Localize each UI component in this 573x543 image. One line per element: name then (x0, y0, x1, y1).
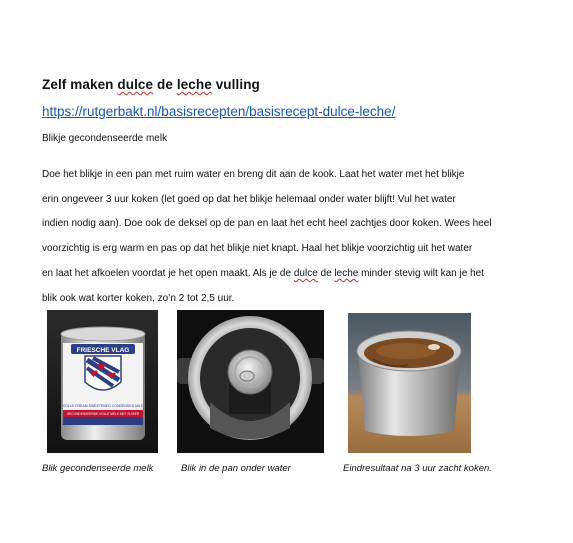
caption-pan: Blik in de pan onder water (181, 463, 291, 474)
paragraph-line: Doe het blikje in een pan met ruim water en breng dit aan de kook. Laat het water met het blikje (42, 169, 465, 180)
can-band-text: GECONDENSEERDE VOLLE MELK MET SUIKER (66, 412, 140, 416)
can-product-text: VOLLE CREAM SWEETENED CONDENSED MILK (62, 404, 144, 408)
paragraph-line: voorzichtig is erg warm en pas op dat het blikje niet knapt. Haal het blikje voorzichtig uit het water (42, 243, 473, 255)
can-brand-label: FRIESCHE VLAG (76, 347, 130, 354)
paragraph-line: blik ook wat korter koken, zo’n 2 tot 2,5 uur. (42, 292, 235, 304)
photo-condensed-milk-can (47, 310, 158, 453)
paragraph-line: erin ongeveer 3 uur koken (let goed op dat het blikje helemaal onder water blijft! Vul het water (42, 193, 456, 205)
photo-can-in-pan (177, 310, 324, 453)
section-subtitle: Blikje gecondenseerde melk (42, 133, 168, 144)
instructions-paragraph (42, 163, 532, 311)
paragraph-line: indien nodig aan). Doe ook de deksel op de pan en laat het echt heel zachtjes door koken. Wees heel (42, 218, 492, 230)
document-title: Zelf maken dulce de leche vulling (42, 77, 260, 92)
photo-dulce-de-leche-result (348, 313, 471, 453)
paragraph-line: en laat het afkoelen voordat je het open maakt. Als je de dulce de leche minder stevig wilt kan je het (42, 267, 484, 279)
caption-result: Eindresultaat na 3 uur zacht koken. (343, 463, 492, 474)
caption-can: Blik gecondenseerde melk (42, 463, 154, 474)
recipe-link[interactable]: https://rutgerbakt.nl/basisrecepten/basisrecept-dulce-leche/ (42, 104, 396, 119)
